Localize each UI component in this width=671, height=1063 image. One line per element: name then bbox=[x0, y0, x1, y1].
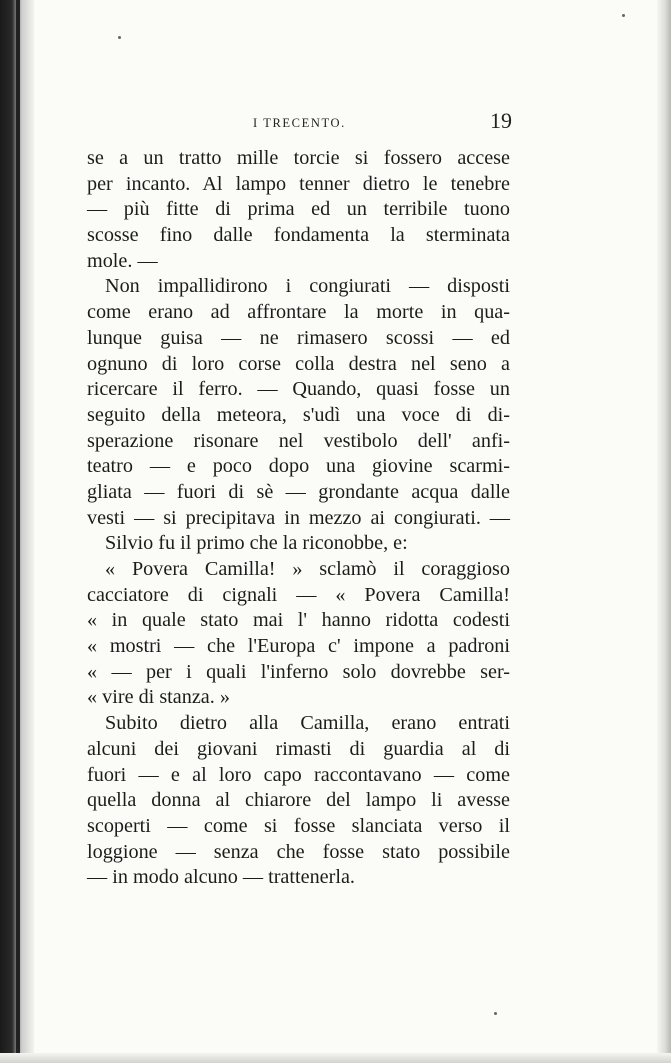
text-line: come erano ad affrontare la morte in qua- bbox=[87, 301, 510, 324]
text-line: scoperti — come si fosse slanciata verso il bbox=[87, 814, 510, 837]
spine-edge-line bbox=[16, 0, 20, 1063]
text-line: per incanto. Al lampo tenner dietro le tenebre bbox=[87, 172, 510, 195]
text-line: alcuni dei giovani rimasti di guardia al di bbox=[87, 737, 510, 760]
text-line: ognuno di loro corse colla destra nel seno a bbox=[87, 352, 510, 375]
text-line: loggione — senza che fosse stato possibile bbox=[87, 840, 510, 863]
page-number: 19 bbox=[490, 108, 512, 133]
page-bottom-edge bbox=[0, 1053, 671, 1063]
text-line: quella donna al chiarore del lampo li avesse bbox=[87, 789, 510, 812]
text-line: « — per i quali l'inferno solo dovrebbe ser- bbox=[87, 660, 510, 683]
text-line: « in quale stato mai l' hanno ridotta codesti bbox=[87, 609, 510, 632]
text-line: Subito dietro alla Camilla, erano entrati bbox=[105, 712, 510, 735]
text-line: se a un tratto mille torcie si fossero accese bbox=[87, 147, 510, 169]
text-line: « vire di stanza. » bbox=[87, 686, 230, 709]
text-line: teatro — e poco dopo una giovine scarmi- bbox=[87, 455, 510, 478]
text-line: ricercare il ferro. — Quando, quasi fosse un bbox=[87, 378, 510, 401]
text-line: « mostri — che l'Europa c' impone a padroni bbox=[87, 635, 510, 658]
text-line: — in modo alcuno — trattenerla. bbox=[87, 866, 355, 889]
body-text bbox=[87, 146, 510, 891]
paper-speck bbox=[622, 14, 625, 17]
text-line: fuori — e al loro capo raccontavano — come bbox=[87, 763, 510, 786]
text-line: seguito della meteora, s'udì una voce di di- bbox=[87, 403, 510, 426]
paper-speck bbox=[494, 1012, 497, 1015]
running-title: I TRECENTO. bbox=[253, 116, 346, 130]
text-line: gliata — fuori di sè — grondante acqua dalle bbox=[87, 480, 510, 503]
paper-speck bbox=[118, 36, 121, 39]
text-line: vesti — si precipitava in mezzo ai congiurati. — bbox=[87, 506, 510, 529]
text-line: mole. — bbox=[87, 249, 158, 272]
page-header bbox=[90, 108, 512, 138]
page-right-edge bbox=[657, 0, 671, 1063]
text-line: Non impallidirono i congiurati — disposti bbox=[105, 275, 510, 298]
text-line: Silvio fu il primo che la riconobbe, e: bbox=[105, 532, 408, 555]
text-line: cacciatore di cignali — « Povera Camilla! bbox=[87, 583, 510, 606]
text-line: scosse fino dalle fondamenta la sterminata bbox=[87, 224, 510, 247]
text-line: lunque guisa — ne rimasero scossi — ed bbox=[87, 326, 510, 349]
text-line: sperazione risonare nel vestibolo dell' anfi- bbox=[87, 429, 510, 452]
text-line: « Povera Camilla! » sclamò il coraggioso bbox=[105, 558, 510, 580]
text-line: — più fitte di prima ed un terribile tuono bbox=[87, 198, 510, 221]
